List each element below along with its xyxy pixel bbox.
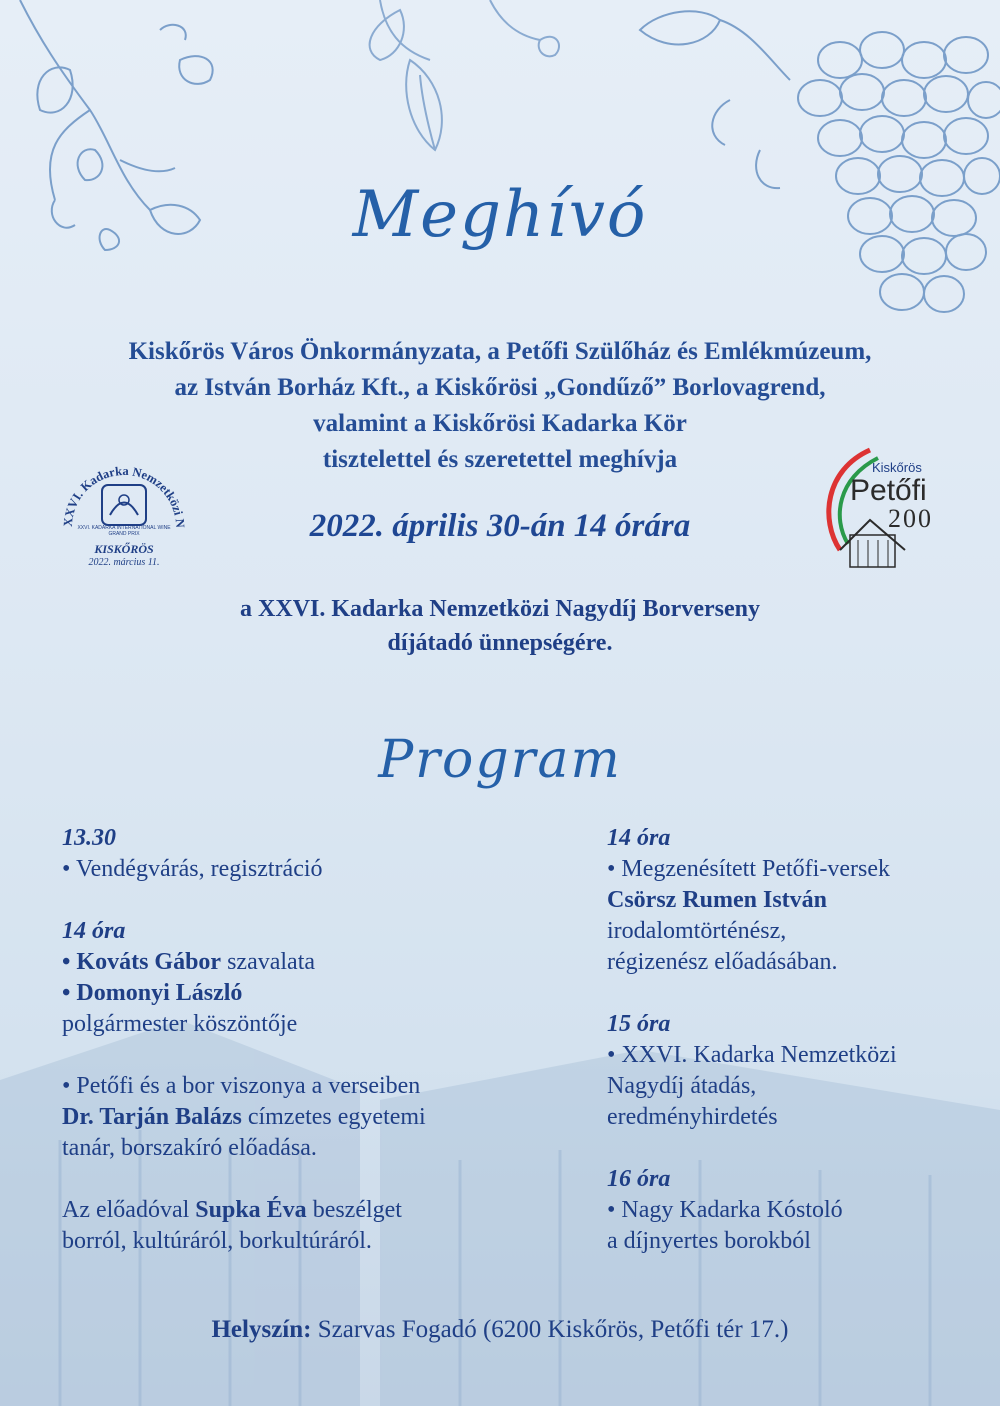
- logo-city: KISKŐRÖS: [94, 542, 154, 556]
- program-title: Program: [378, 730, 622, 790]
- program-item-text: tanár, borszakíró előadása.: [62, 1135, 317, 1161]
- program-time: 14 óra: [607, 825, 671, 851]
- program-block: [62, 823, 532, 885]
- program-block: [62, 1195, 532, 1257]
- event-date: 2022. április 30-án 14 órára: [309, 508, 691, 544]
- venue-address: Szarvas Fogadó (6200 Kiskőrös, Petőfi tér 17.): [311, 1316, 789, 1343]
- program-item: • Megzenésített Petőfi-versek: [607, 856, 890, 882]
- logo-town-label: Kiskőrös: [872, 460, 922, 475]
- program-item: • XXVI. Kadarka Nemzetközi: [607, 1042, 897, 1068]
- performer-name: Csörsz Rumen István: [607, 887, 828, 913]
- program-time: 14 óra: [62, 918, 126, 944]
- intro-line: valamint a Kiskőrösi Kadarka Kör: [313, 410, 687, 437]
- program-item-text: szavalata: [221, 949, 316, 975]
- program-block: [62, 1071, 532, 1164]
- venue-label: Helyszín:: [211, 1316, 312, 1343]
- performer-name: Dr. Tarján Balázs: [62, 1104, 242, 1130]
- logo-arc-text: XXVI. Kadarka Nemzetközi N: [60, 463, 188, 529]
- program-left-column: [62, 823, 532, 1288]
- program-item-text: eredményhirdetés: [607, 1104, 778, 1130]
- program-block: [607, 823, 987, 978]
- program-item: • Nagy Kadarka Kóstoló: [607, 1197, 843, 1223]
- program-item-text: a díjnyertes borokból: [607, 1228, 811, 1254]
- program-item: • Vendégvárás, regisztráció: [62, 856, 323, 882]
- program-item-text: irodalomtörténész,: [607, 918, 787, 944]
- program-item-text: polgármester köszöntője: [62, 1011, 298, 1037]
- performer-name: • Domonyi László: [62, 980, 243, 1006]
- program-time: 16 óra: [607, 1166, 671, 1192]
- event-description: [0, 592, 1000, 660]
- page-title: Meghívó: [352, 178, 648, 252]
- program-item-text: Nagydíj átadás,: [607, 1073, 757, 1099]
- logo-date: 2022. március 11.: [88, 557, 160, 568]
- program-item-text: beszélget: [306, 1197, 402, 1223]
- program-item-text: címzetes egyetemi: [241, 1104, 426, 1130]
- event-line: díjátadó ünnepségére.: [387, 630, 613, 656]
- program-item-text: [62, 1102, 532, 1133]
- program-time: 13.30: [62, 825, 116, 851]
- venue-line: [0, 1316, 1000, 1344]
- program-item: [62, 947, 532, 978]
- performer-name: Supka Éva: [195, 1197, 307, 1223]
- performer-name: • Kováts Gábor: [62, 949, 222, 975]
- program-time: 15 óra: [607, 1011, 671, 1037]
- program-right-column: [607, 823, 987, 1288]
- logo-inner-text: XXVI. KADARKA INTERNATIONAL WINE GRAND PRIX: [77, 525, 171, 537]
- program-item-text: régizenész előadásában.: [607, 949, 838, 975]
- program-block: [62, 916, 532, 1040]
- intro-line: Kiskőrös Város Önkormányzata, a Petőfi Szülőház és Emlékmúzeum,: [128, 338, 872, 365]
- logo-200-label: 200: [888, 504, 933, 533]
- program-item-text: Az előadóval: [62, 1197, 196, 1223]
- program-item-text: borról, kultúráról, borkultúráról.: [62, 1228, 372, 1254]
- event-line: a XXVI. Kadarka Nemzetközi Nagydíj Borverseny: [240, 596, 760, 622]
- logo-petofi-label: Petőfi: [850, 474, 927, 507]
- intro-line: az István Borház Kft., a Kiskőrösi „Gondűző” Borlovagrend,: [174, 374, 826, 401]
- grape-bunch-illustration: [620, 0, 1000, 330]
- intro-line: tisztelettel és szeretettel meghívja: [322, 446, 678, 473]
- program-block: [607, 1164, 987, 1257]
- program-block: [607, 1009, 987, 1133]
- program-item: [62, 1195, 532, 1226]
- hanging-leaf-illustration: [340, 0, 640, 180]
- program-item: • Petőfi és a bor viszonya a verseiben: [62, 1073, 421, 1099]
